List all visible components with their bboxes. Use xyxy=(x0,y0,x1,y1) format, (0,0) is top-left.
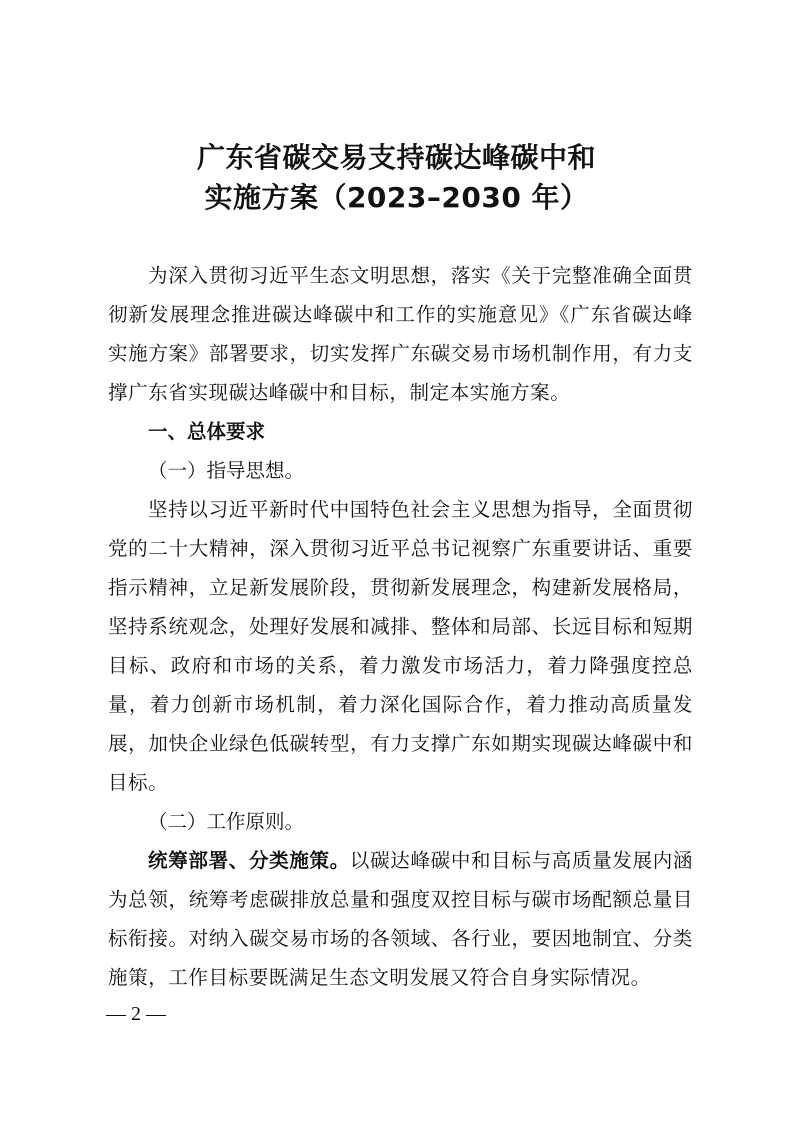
page-number: — 2 — xyxy=(106,1003,166,1025)
section-heading: 一、总体要求 xyxy=(148,420,266,443)
intro-paragraph: 为深入贯彻习近平生态文明思想，落实《关于完整准确全面贯彻新发展理念推进碳达峰碳中和工作的实施意见》《广东省碳达峰实施方案》部署要求，切实发挥广东碳交易市场机制作用，有力支撑广东省实现碳达峰碳中和目标，制定本实施方案。 xyxy=(108,264,693,404)
document-title-line1: 广东省碳交易支持碳达峰碳中和 xyxy=(196,141,596,174)
principle-paragraph xyxy=(108,841,693,997)
principle-text: 以碳达峰碳中和目标与高质量发展内涵为总领，统筹考虑碳排放总量和强度双控目标与碳市场配额总量目标衔接。对纳入碳交易市场的各领域、各行业，要因地制宜、分类施策，工作目标要既满足生态文明发展又符合自身实际情况。 xyxy=(108,849,693,989)
subsection-heading-guiding-ideology: （一）指导思想。 xyxy=(148,459,305,482)
guiding-ideology-paragraph: 坚持以习近平新时代中国特色社会主义思想为指导，全面贯彻党的二十大精神，深入贯彻习近平总书记视察广东重要讲话、重要指示精神，立足新发展阶段，贯彻新发展理念，构建新发展格局，坚持系统观念，处理好发展和减排、整体和局部、长远目标和短期目标、政府和市场的关系，着力激发市场活力，着力降强度控总量，着力创新市场机制，着力深化国际合作，着力推动高质量发展，加快企业绿色低碳转型，有力支撑广东如期实现碳达峰碳中和目标。 xyxy=(108,498,693,794)
document-title-line2: 实施方案（2023–2030 年） xyxy=(204,181,589,214)
principle-title: 统筹部署、分类施策。 xyxy=(148,849,350,872)
subsection-heading-work-principles: （二）工作原则。 xyxy=(148,810,305,833)
